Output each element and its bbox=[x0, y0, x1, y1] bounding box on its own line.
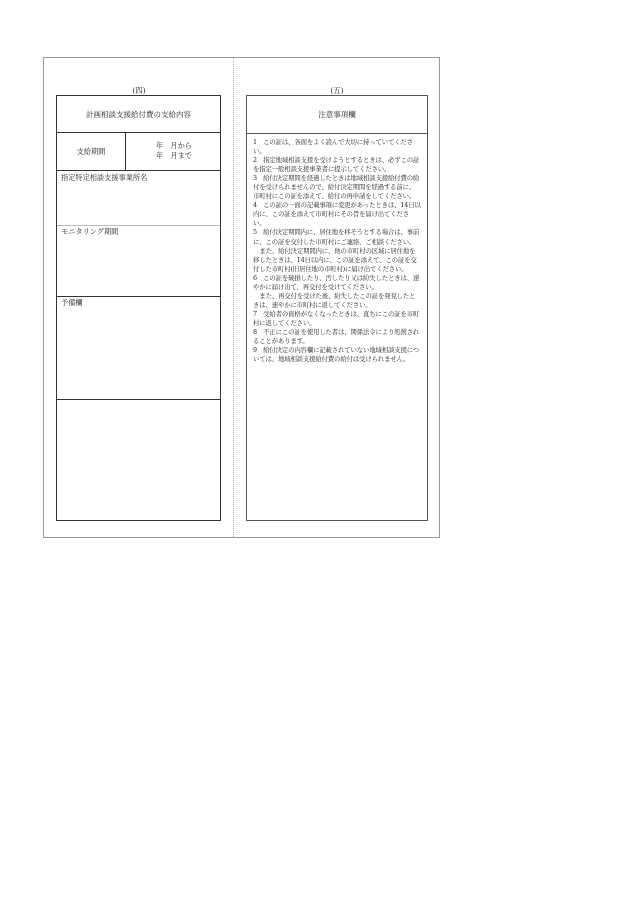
supply-period-row bbox=[57, 133, 220, 171]
notice-item: 4 この証の一面の記載事項に変更があったときは、14日以内に、この証を添えて市町村にその旨を届け出てください。 bbox=[253, 201, 421, 228]
notice-item: 7 受給者の資格がなくなったときは、直ちにこの証を市町村に返してください。 bbox=[253, 309, 420, 327]
reserve-row bbox=[57, 297, 220, 400]
supply-period-values bbox=[156, 141, 192, 161]
notice-item: 3 給付決定期間を経過したときは地域相談支援給付費の給付を受けられませんので、給付決定期間を経過する前に、市町村にこの証を添えて、給付の再申請をしてください。 bbox=[253, 174, 420, 201]
supply-period-from: 年 月から bbox=[156, 141, 192, 150]
notice-item: 5 給付決定期間内に、居住地を移そうとする場合は、事前に、この証を交付した市町村にご連絡、ご相談ください。 bbox=[253, 228, 420, 246]
notice-item-continuation: また、再交付を受けた後、紛失したこの証を発見したときは、速やかに市町村に返してください。 bbox=[253, 291, 416, 309]
provider-name-label: 指定特定相談支援事業所名 bbox=[61, 173, 148, 182]
certificate-sheet bbox=[43, 57, 440, 538]
notice-title: 注意事項欄 bbox=[318, 110, 356, 119]
notice-item: 9 給付決定の内容欄に記載されていない地域相談支援については、地域相談支援給付費の給付は受けられません。 bbox=[253, 346, 420, 364]
provider-name-row bbox=[57, 171, 220, 226]
notice-box bbox=[246, 95, 428, 521]
supply-period-to: 年 月まで bbox=[156, 151, 192, 160]
notice-title-cell bbox=[247, 96, 427, 134]
section-number-4: (四) bbox=[132, 86, 146, 95]
notice-item: 8 不正にこの証を使用した者は、関係法令により処罰されることがあります。 bbox=[253, 327, 420, 346]
notice-list bbox=[247, 134, 427, 364]
notice-item: 2 指定地域相談支援を受けようとするときは、必ずこの証を指定一般相談支援事業者に提示してください。 bbox=[253, 156, 420, 174]
monitoring-period-label: モニタリング期間 bbox=[61, 227, 119, 236]
supply-content-table bbox=[56, 95, 221, 521]
section-number-5: (五) bbox=[330, 86, 344, 95]
reserve-label: 予備欄 bbox=[61, 298, 83, 307]
supply-content-title: 計画相談支援給付費の支給内容 bbox=[86, 109, 191, 119]
monitoring-period-row bbox=[57, 226, 220, 297]
supply-period-label: 支給期間 bbox=[76, 146, 106, 156]
supply-period-label-cell bbox=[57, 133, 126, 170]
notice-item: 6 この証を破損したり、汚したり又は紛失したときは、速やかに届け出て、再交付を受けてください。 bbox=[253, 273, 420, 291]
notice-item: 1 この証は、各面をよく読んで大切に持っていてください。 bbox=[253, 138, 413, 156]
blank-row bbox=[57, 400, 220, 520]
fold-line bbox=[233, 58, 234, 537]
notice-item-continuation: また、給付決定期間内に、他の市町村の区域に居住地を移したときは、14日以内に、この証を添えて、この証を交付した市町村(旧居住地の市町村)に届け出てください。 bbox=[253, 246, 417, 273]
supply-content-title-cell bbox=[57, 96, 220, 133]
